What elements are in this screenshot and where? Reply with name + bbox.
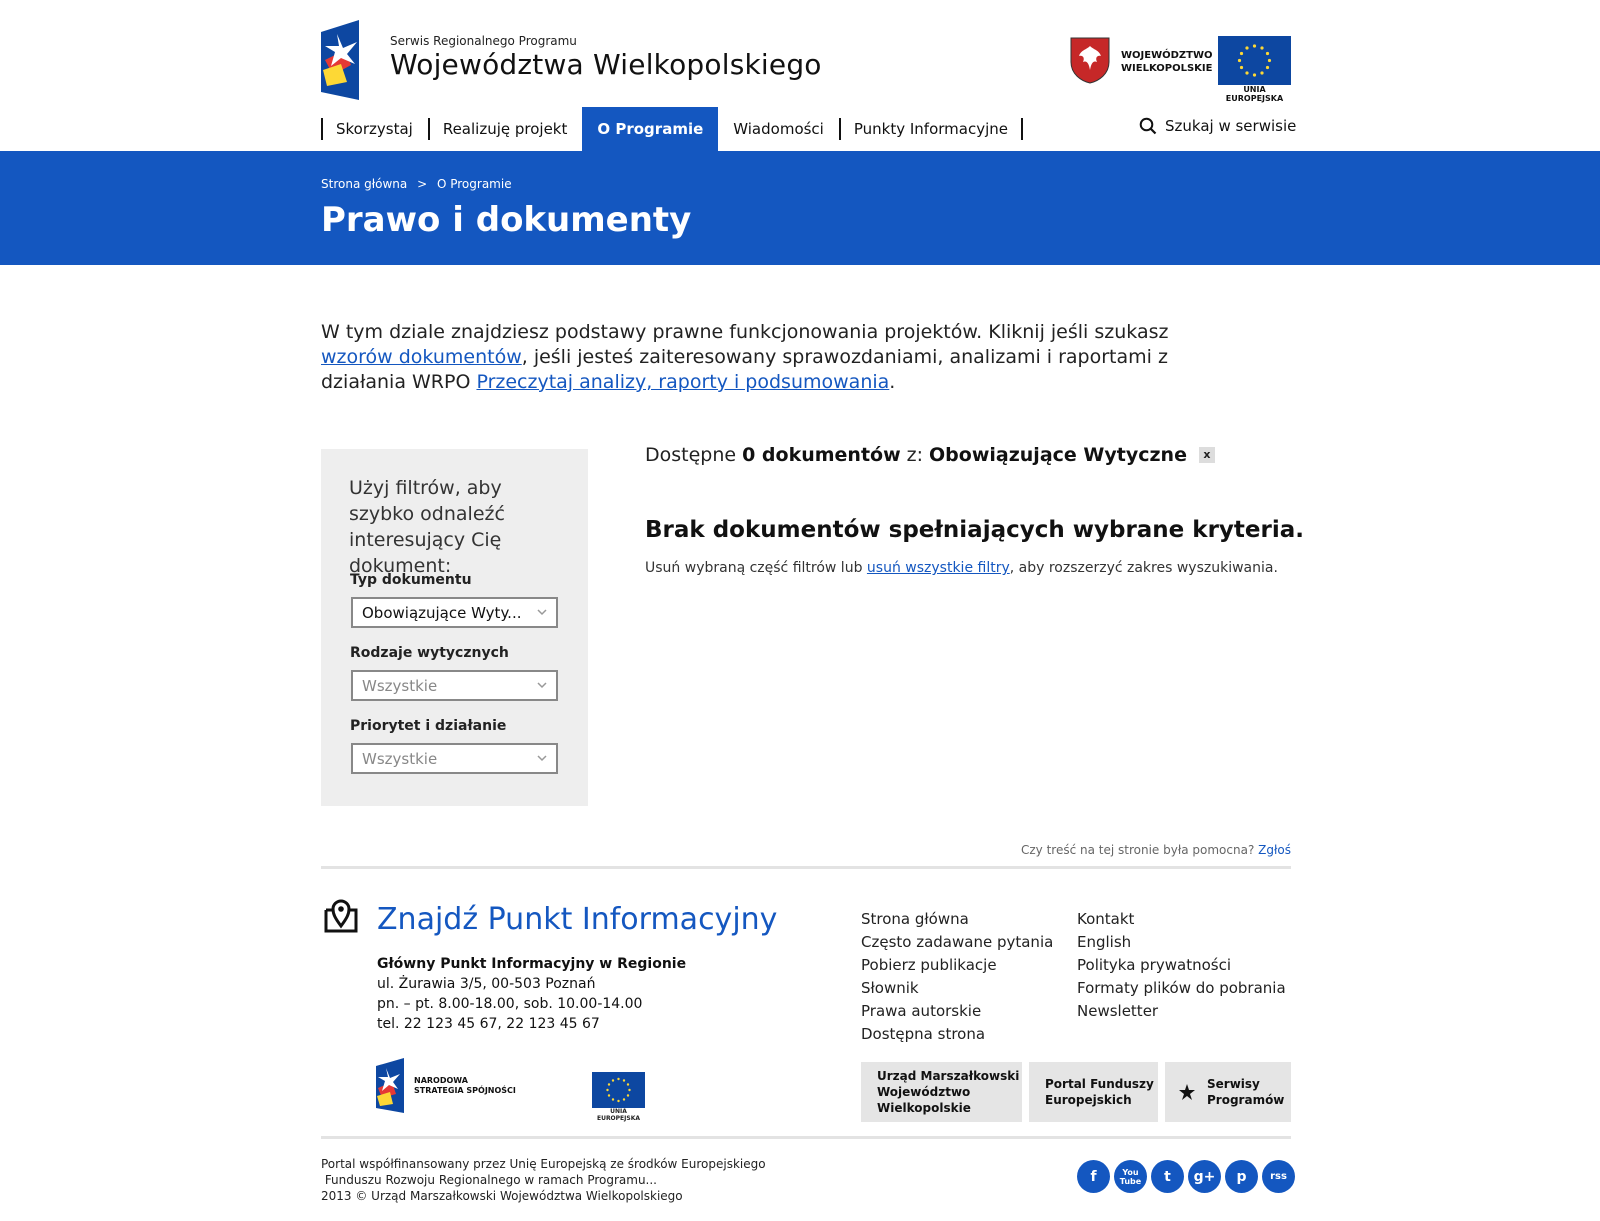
results-from: z: bbox=[906, 444, 924, 466]
breadcrumb-separator: > bbox=[417, 177, 428, 191]
tile-label: Wielkopolskie bbox=[877, 1101, 971, 1115]
nav-separator bbox=[1021, 118, 1023, 140]
rss-icon[interactable]: rss bbox=[1262, 1160, 1295, 1193]
eu-caption: UNIA EUROPEJSKA bbox=[1225, 85, 1284, 103]
clear-all-filters-link[interactable]: usuń wszystkie filtry bbox=[866, 560, 1010, 576]
tile-portal-funduszy[interactable] bbox=[1029, 1062, 1158, 1122]
tile-label: Programów bbox=[1207, 1093, 1285, 1107]
find-point-title[interactable]: Znajdź Punkt Informacyjny bbox=[377, 902, 778, 937]
eu-small-caption: UNIA EUROPEJSKA bbox=[596, 1108, 641, 1122]
active-filter-label: Obowiązujące Wytyczne bbox=[929, 444, 1187, 466]
nav-punkty-informacyjne[interactable] bbox=[839, 107, 1023, 151]
footer-link[interactable]: Newsletter bbox=[1077, 1002, 1159, 1020]
fundusze-europejskie-logo-icon[interactable] bbox=[321, 20, 364, 100]
breadcrumb-home[interactable]: Strona główna bbox=[321, 177, 408, 191]
point-name: Główny Punkt Informacyjny w Regionie bbox=[377, 956, 687, 972]
eu-flag-icon[interactable] bbox=[1218, 36, 1291, 85]
priority-select[interactable] bbox=[351, 743, 558, 774]
nss-flag-icon bbox=[374, 1058, 406, 1113]
programs-star-icon bbox=[1177, 1082, 1197, 1102]
no-results-title: Brak dokumentów spełniających wybrane kryteria. bbox=[645, 517, 1304, 543]
intro-text bbox=[321, 320, 1221, 395]
site-header bbox=[0, 0, 1600, 151]
youtube-icon[interactable]: You Tube bbox=[1114, 1160, 1147, 1193]
main-nav bbox=[321, 107, 1023, 151]
hint-text: , aby rozszerzyć zakres wyszukiwania. bbox=[1009, 560, 1278, 576]
google-plus-icon[interactable]: g+ bbox=[1188, 1160, 1221, 1193]
footer-link[interactable]: Dostępna strona bbox=[861, 1025, 986, 1043]
feedback-question: Czy treść na tej stronie była pomocna? bbox=[1020, 843, 1255, 857]
results-count: 0 dokumentów bbox=[742, 444, 901, 466]
pinterest-icon[interactable]: p bbox=[1225, 1160, 1258, 1193]
site-kicker: Serwis Regionalnego Programu bbox=[390, 34, 577, 48]
footer-links-col2 bbox=[1077, 908, 1286, 1023]
footer-link[interactable]: Często zadawane pytania bbox=[861, 933, 1054, 951]
filters-intro: Użyj filtrów, aby szybko odnaleźć interesujący Cię dokument: bbox=[349, 477, 505, 577]
nav-separator bbox=[428, 118, 430, 140]
page-title: Prawo i dokumenty bbox=[321, 200, 692, 240]
search-label: Szukaj w serwisie bbox=[1165, 117, 1297, 135]
priority-value: Wszystkie bbox=[362, 749, 438, 768]
nav-separator bbox=[839, 118, 841, 140]
wielkopolska-crest-icon[interactable] bbox=[1069, 36, 1111, 84]
nav-label: Skorzystaj bbox=[336, 120, 413, 138]
tile-serwisy-programow[interactable] bbox=[1165, 1062, 1291, 1122]
document-templates-link[interactable]: wzorów dokumentów bbox=[321, 346, 522, 368]
eu-flag-small-icon[interactable] bbox=[592, 1072, 645, 1108]
social-links bbox=[1077, 1160, 1295, 1193]
map-pin-icon bbox=[321, 896, 361, 934]
priority-label: Priorytet i działanie bbox=[350, 718, 507, 734]
no-results-hint bbox=[645, 560, 1278, 576]
nss-logo[interactable] bbox=[374, 1058, 516, 1113]
site-search[interactable] bbox=[1139, 117, 1296, 135]
breadcrumb bbox=[321, 177, 518, 191]
nav-label: Punkty Informacyjne bbox=[853, 120, 1008, 138]
tile-label: Portal Funduszy bbox=[1045, 1077, 1154, 1091]
feedback-row bbox=[1021, 843, 1291, 857]
document-type-select[interactable] bbox=[351, 597, 558, 628]
search-icon bbox=[1139, 117, 1157, 135]
facebook-icon[interactable]: f bbox=[1077, 1160, 1110, 1193]
nav-realizuje-projekt[interactable] bbox=[428, 107, 583, 151]
nss-text: NARODOWA STRATEGIA SPÓJNOŚCI bbox=[414, 1075, 516, 1095]
nav-label: Wiadomości bbox=[733, 120, 824, 138]
footer-link[interactable]: Polityka prywatności bbox=[1077, 956, 1231, 974]
nav-skorzystaj[interactable] bbox=[321, 107, 428, 151]
wielkopolska-logo-text: WOJEWÓDZTWO WIELKOPOLSKIE bbox=[1121, 50, 1213, 74]
point-phone: tel. 22 123 45 67, 22 123 45 67 bbox=[377, 1016, 600, 1032]
hint-text: Usuń wybraną część filtrów lub bbox=[645, 560, 867, 576]
twitter-icon[interactable]: t bbox=[1151, 1160, 1184, 1193]
results-summary bbox=[645, 444, 1215, 466]
filters-panel bbox=[321, 449, 588, 806]
nav-wiadomosci[interactable] bbox=[718, 107, 839, 151]
main-info-point bbox=[377, 954, 686, 1034]
divider bbox=[321, 1136, 1291, 1139]
site-title[interactable]: Województwa Wielkopolskiego bbox=[390, 48, 822, 81]
breadcrumb-current[interactable]: O Programie bbox=[436, 177, 512, 191]
intro-text-part: , jeśli jesteś zaiteresowany sprawozdaniami, analizami i raportami z działania WRPO bbox=[321, 346, 1168, 393]
guideline-kinds-select[interactable] bbox=[351, 670, 558, 701]
divider bbox=[321, 866, 1291, 869]
tile-label: Urząd Marszałkowski bbox=[877, 1069, 1020, 1083]
footer-link[interactable]: English bbox=[1077, 933, 1132, 951]
intro-text-part: . bbox=[889, 371, 896, 393]
tile-label: Województwo bbox=[877, 1085, 971, 1099]
footer-link[interactable]: Prawa autorskie bbox=[861, 1002, 982, 1020]
reports-link[interactable]: Przeczytaj analizy, raporty i podsumowania bbox=[476, 371, 890, 393]
footer-link[interactable]: Pobierz publikacje bbox=[861, 956, 997, 974]
copyright: Portal współfinansowany przez Unię Europejską ze środków Europejskiego Funduszu Rozwoju Regionalnego w ramach Programu... 2013 © Urząd Marszałkowski Województwa Wielkopolskiego bbox=[321, 1157, 766, 1203]
nav-separator bbox=[321, 118, 323, 140]
nav-label: O Programie bbox=[597, 120, 704, 138]
document-type-value: Obowiązujące Wyty... bbox=[362, 603, 522, 622]
tile-label: Serwisy bbox=[1207, 1077, 1260, 1091]
chevron-down-icon bbox=[537, 608, 547, 616]
footer-link[interactable]: Słownik bbox=[861, 979, 919, 997]
intro-text-part: W tym dziale znajdziesz podstawy prawne funkcjonowania projektów. Kliknij jeśli szukasz bbox=[321, 321, 1169, 343]
tile-label: Europejskich bbox=[1045, 1093, 1132, 1107]
footer-links-col1 bbox=[861, 908, 1053, 1046]
nav-label: Realizuję projekt bbox=[442, 120, 568, 138]
report-link[interactable]: Zgłoś bbox=[1258, 843, 1291, 857]
results-prefix: Dostępne bbox=[645, 444, 737, 466]
point-hours: pn. – pt. 8.00-18.00, sob. 10.00-14.00 bbox=[377, 996, 643, 1012]
tile-urzad-marszalkowski[interactable] bbox=[861, 1062, 1022, 1122]
chevron-down-icon bbox=[537, 754, 547, 762]
chevron-down-icon bbox=[537, 681, 547, 689]
guideline-kinds-value: Wszystkie bbox=[362, 676, 438, 695]
page-banner bbox=[0, 151, 1600, 265]
footer-link[interactable]: Strona główna bbox=[861, 910, 969, 928]
guideline-kinds-label: Rodzaje wytycznych bbox=[350, 645, 509, 661]
footer-link[interactable]: Kontakt bbox=[1077, 910, 1135, 928]
footer-link[interactable]: Formaty plików do pobrania bbox=[1077, 979, 1286, 997]
point-address: ul. Żurawia 3/5, 00-503 Poznań bbox=[377, 976, 596, 992]
remove-filter-button[interactable]: x bbox=[1199, 447, 1215, 463]
nav-o-programie[interactable] bbox=[582, 107, 718, 151]
document-type-label: Typ dokumentu bbox=[350, 572, 472, 588]
